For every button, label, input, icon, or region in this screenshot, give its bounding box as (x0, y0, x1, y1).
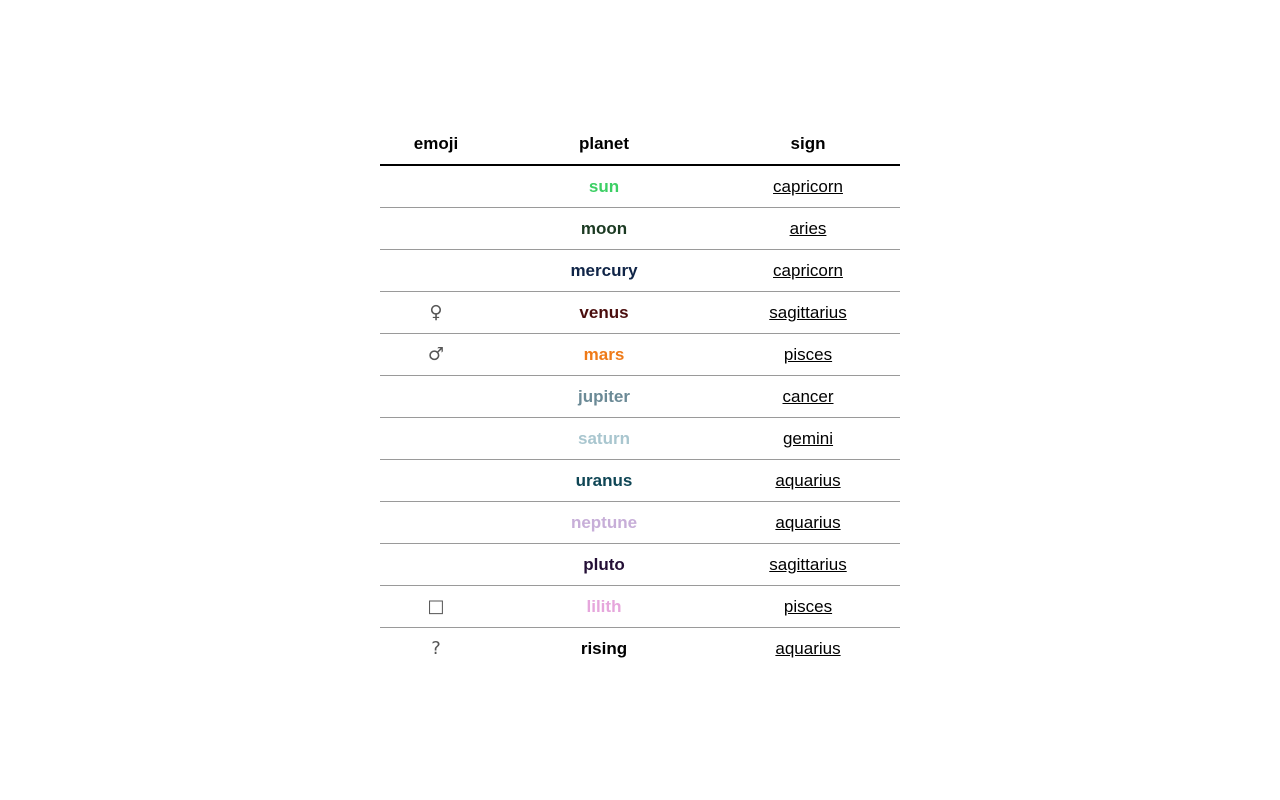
sign-link[interactable]: aquarius (775, 512, 841, 532)
table-header (380, 124, 900, 165)
sign-cell (716, 165, 900, 208)
table-row (380, 544, 900, 586)
sign-cell (716, 544, 900, 586)
sign-link[interactable]: capricorn (773, 260, 843, 280)
planet-name: venus (492, 292, 716, 334)
table-row (380, 628, 900, 670)
sign-cell (716, 334, 900, 376)
table-row (380, 334, 900, 376)
sign-cell (716, 460, 900, 502)
planet-name: mars (492, 334, 716, 376)
table-row (380, 208, 900, 250)
emoji-cell (380, 502, 492, 544)
table-row (380, 586, 900, 628)
emoji-cell (380, 418, 492, 460)
sign-cell (716, 292, 900, 334)
header-row (380, 124, 900, 165)
sign-cell (716, 628, 900, 670)
planet-name: saturn (492, 418, 716, 460)
emoji-cell (380, 544, 492, 586)
sign-link[interactable]: sagittarius (769, 302, 847, 322)
table-row (380, 460, 900, 502)
planet-name: sun (492, 165, 716, 208)
table-row (380, 418, 900, 460)
sign-cell (716, 376, 900, 418)
emoji-cell (380, 250, 492, 292)
sign-cell (716, 418, 900, 460)
sign-link[interactable]: sagittarius (769, 554, 847, 574)
table-row (380, 502, 900, 544)
planet-name: jupiter (492, 376, 716, 418)
planet-name: neptune (492, 502, 716, 544)
planet-name: rising (580, 638, 628, 658)
table-row (380, 376, 900, 418)
sign-link[interactable]: pisces (783, 596, 833, 616)
sign-link[interactable]: aquarius (775, 638, 841, 658)
table-row (380, 292, 900, 334)
emoji-cell (380, 460, 492, 502)
sign-link[interactable]: capricorn (773, 176, 843, 196)
planet-sign-table (380, 124, 900, 669)
sign-link[interactable]: pisces (783, 344, 833, 364)
sign-cell (716, 250, 900, 292)
sign-link[interactable]: cancer (782, 386, 834, 406)
sign-cell (716, 502, 900, 544)
question-mark-icon: ? (431, 638, 441, 659)
planet-name: lilith (492, 586, 716, 628)
planet-name: moon (492, 208, 716, 250)
emoji-cell (380, 208, 492, 250)
header-sign: sign (716, 124, 900, 165)
table-row (380, 250, 900, 292)
planet-name: pluto (492, 544, 716, 586)
emoji-cell (380, 165, 492, 208)
sign-link[interactable]: gemini (782, 428, 834, 448)
header-emoji: emoji (380, 124, 492, 165)
planet-name: uranus (492, 460, 716, 502)
sign-cell (716, 208, 900, 250)
emoji-cell (380, 376, 492, 418)
sign-link[interactable]: aquarius (775, 470, 841, 490)
table-body (380, 165, 900, 669)
mars-symbol-icon: ♂ (380, 334, 492, 376)
sign-link[interactable]: aries (789, 218, 827, 238)
sign-cell (716, 586, 900, 628)
table-row (380, 165, 900, 208)
missing-glyph-icon: □ (380, 586, 492, 628)
venus-symbol-icon: ♀ (380, 292, 492, 334)
header-planet: planet (492, 124, 716, 165)
planet-name: mercury (492, 250, 716, 292)
